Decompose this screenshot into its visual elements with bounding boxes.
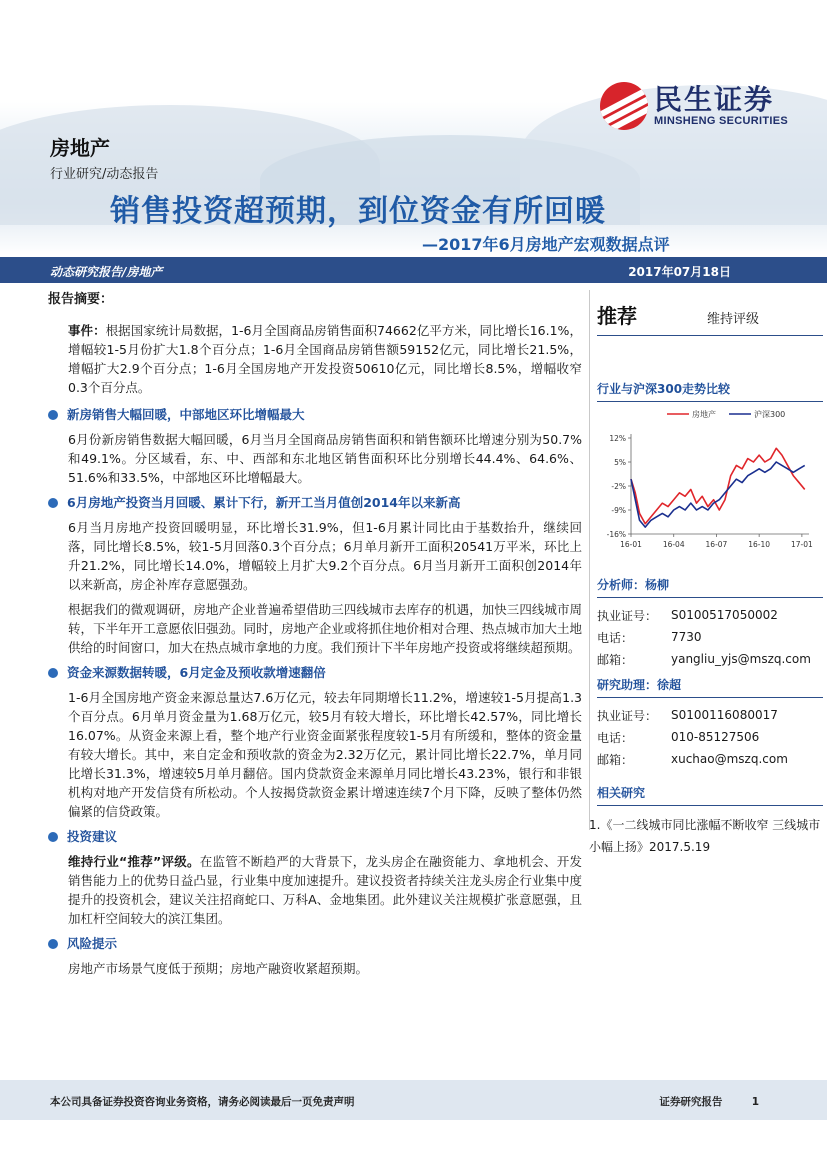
brand-logo (600, 82, 788, 130)
footer-disclaimer: 本公司具备证券投资咨询业务资格，请务必阅读最后一页免责声明 (50, 1096, 355, 1108)
rating-lead: 维持行业“推荐”评级。 (68, 854, 200, 869)
related-heading: 相关研究 (597, 784, 823, 806)
assistant-row-value: S0100116080017 (671, 708, 778, 722)
footer-label-text: 证券研究报告 (659, 1096, 723, 1108)
analyst-row (597, 626, 823, 648)
recommendation-text: 在监管不断趋严的大背景下，龙头房企在融资能力、拿地机会、开发销售能力上的优势日益凸显，行业集中度加速提升。建议投资者持续关注龙头房企行业集中度提升的投资机会，建议关注招商蛇口、万科A、金地集团。此外建议关注规模扩张意愿强，且加杠杆空间较大的滨江集团。 (68, 854, 582, 926)
section-paragraph: 6月份新房销售数据大幅回暖，6月当月全国商品房销售面积和销售额环比增速分别为50.7%和49.1%。分区域看，东、中、西部和东北地区销售面积环比分别增长44.4%、64.6%、51.6%和33.5%，中部地区环比增幅最大。 (68, 432, 582, 485)
section-heading (48, 934, 582, 953)
section-title: 风险提示 (67, 936, 118, 951)
analyst-email-link[interactable]: yangliu_yjs@mszq.com (671, 652, 811, 666)
page-footer (0, 1080, 827, 1120)
x-tick-label: 17-01 (790, 540, 813, 549)
bullet-icon (48, 668, 58, 678)
y-tick-label: -9% (611, 506, 626, 515)
analyst-row-key: 电话： (597, 630, 634, 645)
analyst-row (597, 648, 823, 670)
section-paragraph: 房地产市场景气度低于预期；房地产融资收紧超预期。 (68, 961, 369, 976)
y-tick-label: -2% (611, 482, 626, 491)
report-title: 销售投资超预期，到位资金有所回暖 (110, 194, 606, 229)
trend-chart-svg (597, 402, 823, 552)
assistant-heading: 研究助理：徐超 (597, 676, 823, 698)
abstract-label: 报告摘要： (48, 292, 114, 307)
assistant-row-key: 电话： (597, 730, 634, 745)
x-tick-label: 16-10 (748, 540, 771, 549)
report-date: 2017年07月18日 (628, 265, 731, 279)
abstract-column (46, 290, 582, 984)
analyst-row-value: 7730 (671, 630, 702, 644)
legend-label: 房地产 (692, 410, 716, 419)
section-paragraph: 1-6月全国房地产资金来源总量达7.6万亿元，较去年同期增长11.2%，增速较1-5月提高1.3个百分点。6月单月资金量为1.68万亿元，较5月有较大增长，环比增长42.57%，同比增长16.07%。从资金来源上看，整个地产行业资金面紧张程度较1-5月有所缓和，整体的资金量有较大增长。其中，来自定金和预收款的资金为2.32万亿元，累计同比增长22.7%，单月同比增长31.3%，增速较5月单月翻倍。国内贷款资金来源单月同比增长43.23%，银行和非银机构对地产开发信贷有所松动。个人按揭贷款资金累计增速连续7个月下降，反映了整体仍然偏紧的信贷政策。 (68, 690, 582, 819)
legend-label: 沪深300 (754, 410, 786, 419)
section-paragraph (46, 852, 582, 928)
assistant-email-link[interactable]: xuchao@mszq.com (671, 752, 788, 766)
section-title: 资金来源数据转暖，6月定金及预收款增速翻倍 (67, 665, 326, 680)
footer-label (659, 1094, 759, 1109)
analyst-row-key: 执业证号： (597, 608, 658, 623)
series-line-real-estate (631, 448, 805, 523)
event-text: 根据国家统计局数据，1-6月全国商品房销售面积74662亿平方米，同比增长16.1%，增幅较1-5月份扩大1.8个百分点；1-6月全国商品房销售额59152亿元，同比增长21.5%，增幅扩大2.9个百分点；1-6月全国房地产开发投资50610亿元，同比增长8.5%，增幅收窄0.3个百分点。 (68, 323, 582, 395)
y-tick-label: 12% (609, 434, 626, 443)
section-paragraph: 根据我们的微观调研，房地产企业普遍希望借助三四线城市去库存的机遇，加快三四线城市周转，下半年开工意愿依旧强劲。同时，房地产企业或将抓住地价相对合理、热点城市加大土地供给的时间窗口，加大在热点城市拿地的力度。我们预计下半年房地产投资或将继续超预期。 (68, 602, 582, 655)
section-heading (48, 827, 582, 846)
y-tick-label: 5% (614, 458, 626, 467)
event-paragraph (46, 321, 582, 397)
analyst-row-key: 邮箱： (597, 652, 634, 667)
x-tick-label: 16-01 (620, 540, 642, 549)
section-heading (48, 493, 582, 512)
section-title: 6月房地产投资当月回暖、累计下行，新开工当月值创2014年以来新高 (67, 495, 461, 510)
bullet-icon (48, 410, 58, 420)
brand-name-cn: 民生证券 (654, 83, 775, 116)
sector-label: 房地产 (50, 136, 110, 160)
section-heading (48, 405, 582, 424)
rating-note: 维持评级 (707, 312, 760, 327)
sidebar (589, 300, 823, 858)
info-band (0, 257, 827, 283)
assistant-row-key: 执业证号： (597, 708, 658, 723)
assistant-row-value: 010-85127506 (671, 730, 760, 744)
trend-chart (597, 402, 823, 552)
bullet-icon (48, 498, 58, 508)
assistant-row (597, 726, 823, 748)
x-tick-label: 16-04 (662, 540, 685, 549)
y-tick-label: -16% (606, 530, 626, 539)
bullet-icon (48, 832, 58, 842)
assistant-row-key: 邮箱： (597, 752, 634, 767)
page-number: 1 (751, 1096, 759, 1108)
section-heading (48, 663, 582, 682)
column-divider (589, 290, 590, 830)
related-report-link[interactable]: 1.《一二线城市同比涨幅不断收窄 三线城市小幅上扬》2017.5.19 (589, 818, 821, 854)
series-line-csi300 (631, 462, 805, 527)
x-tick-label: 16-07 (705, 540, 728, 549)
rating-value: 推荐 (597, 304, 637, 328)
rating-box (597, 300, 823, 336)
section-paragraph: 6月当月房地产投资回暖明显，环比增长31.9%，但1-6月累计同比由于基数抬升，继续回落，同比增长8.5%，较1-5月回落0.3个百分点；6月单月新开工面积20541万平米，环比上升21.2%，同比增长14.0%，增幅较上月扩大9.2个百分点。6月当月新开工面积创2014年以来新高，房企补库存意愿强劲。 (68, 520, 582, 592)
brand-name-en: MINSHENG SECURITIES (654, 115, 789, 127)
section-title: 投资建议 (67, 829, 118, 844)
assistant-row (597, 748, 823, 770)
report-subtitle: —2017年6月房地产宏观数据点评 (422, 235, 670, 254)
analyst-row (597, 604, 823, 626)
assistant-row (597, 704, 823, 726)
report-type: 行业研究/动态报告 (50, 167, 159, 182)
event-label: 事件： (68, 323, 106, 338)
logo-emblem-icon (600, 82, 648, 130)
analyst-heading: 分析师：杨柳 (597, 576, 823, 598)
bullet-icon (48, 939, 58, 949)
chart-title: 行业与沪深300走势比较 (597, 380, 823, 402)
section-title: 新房销售大幅回暖，中部地区环比增幅最大 (67, 407, 305, 422)
analyst-row-value: S0100517050002 (671, 608, 778, 622)
band-category: 动态研究报告/房地产 (50, 265, 163, 279)
